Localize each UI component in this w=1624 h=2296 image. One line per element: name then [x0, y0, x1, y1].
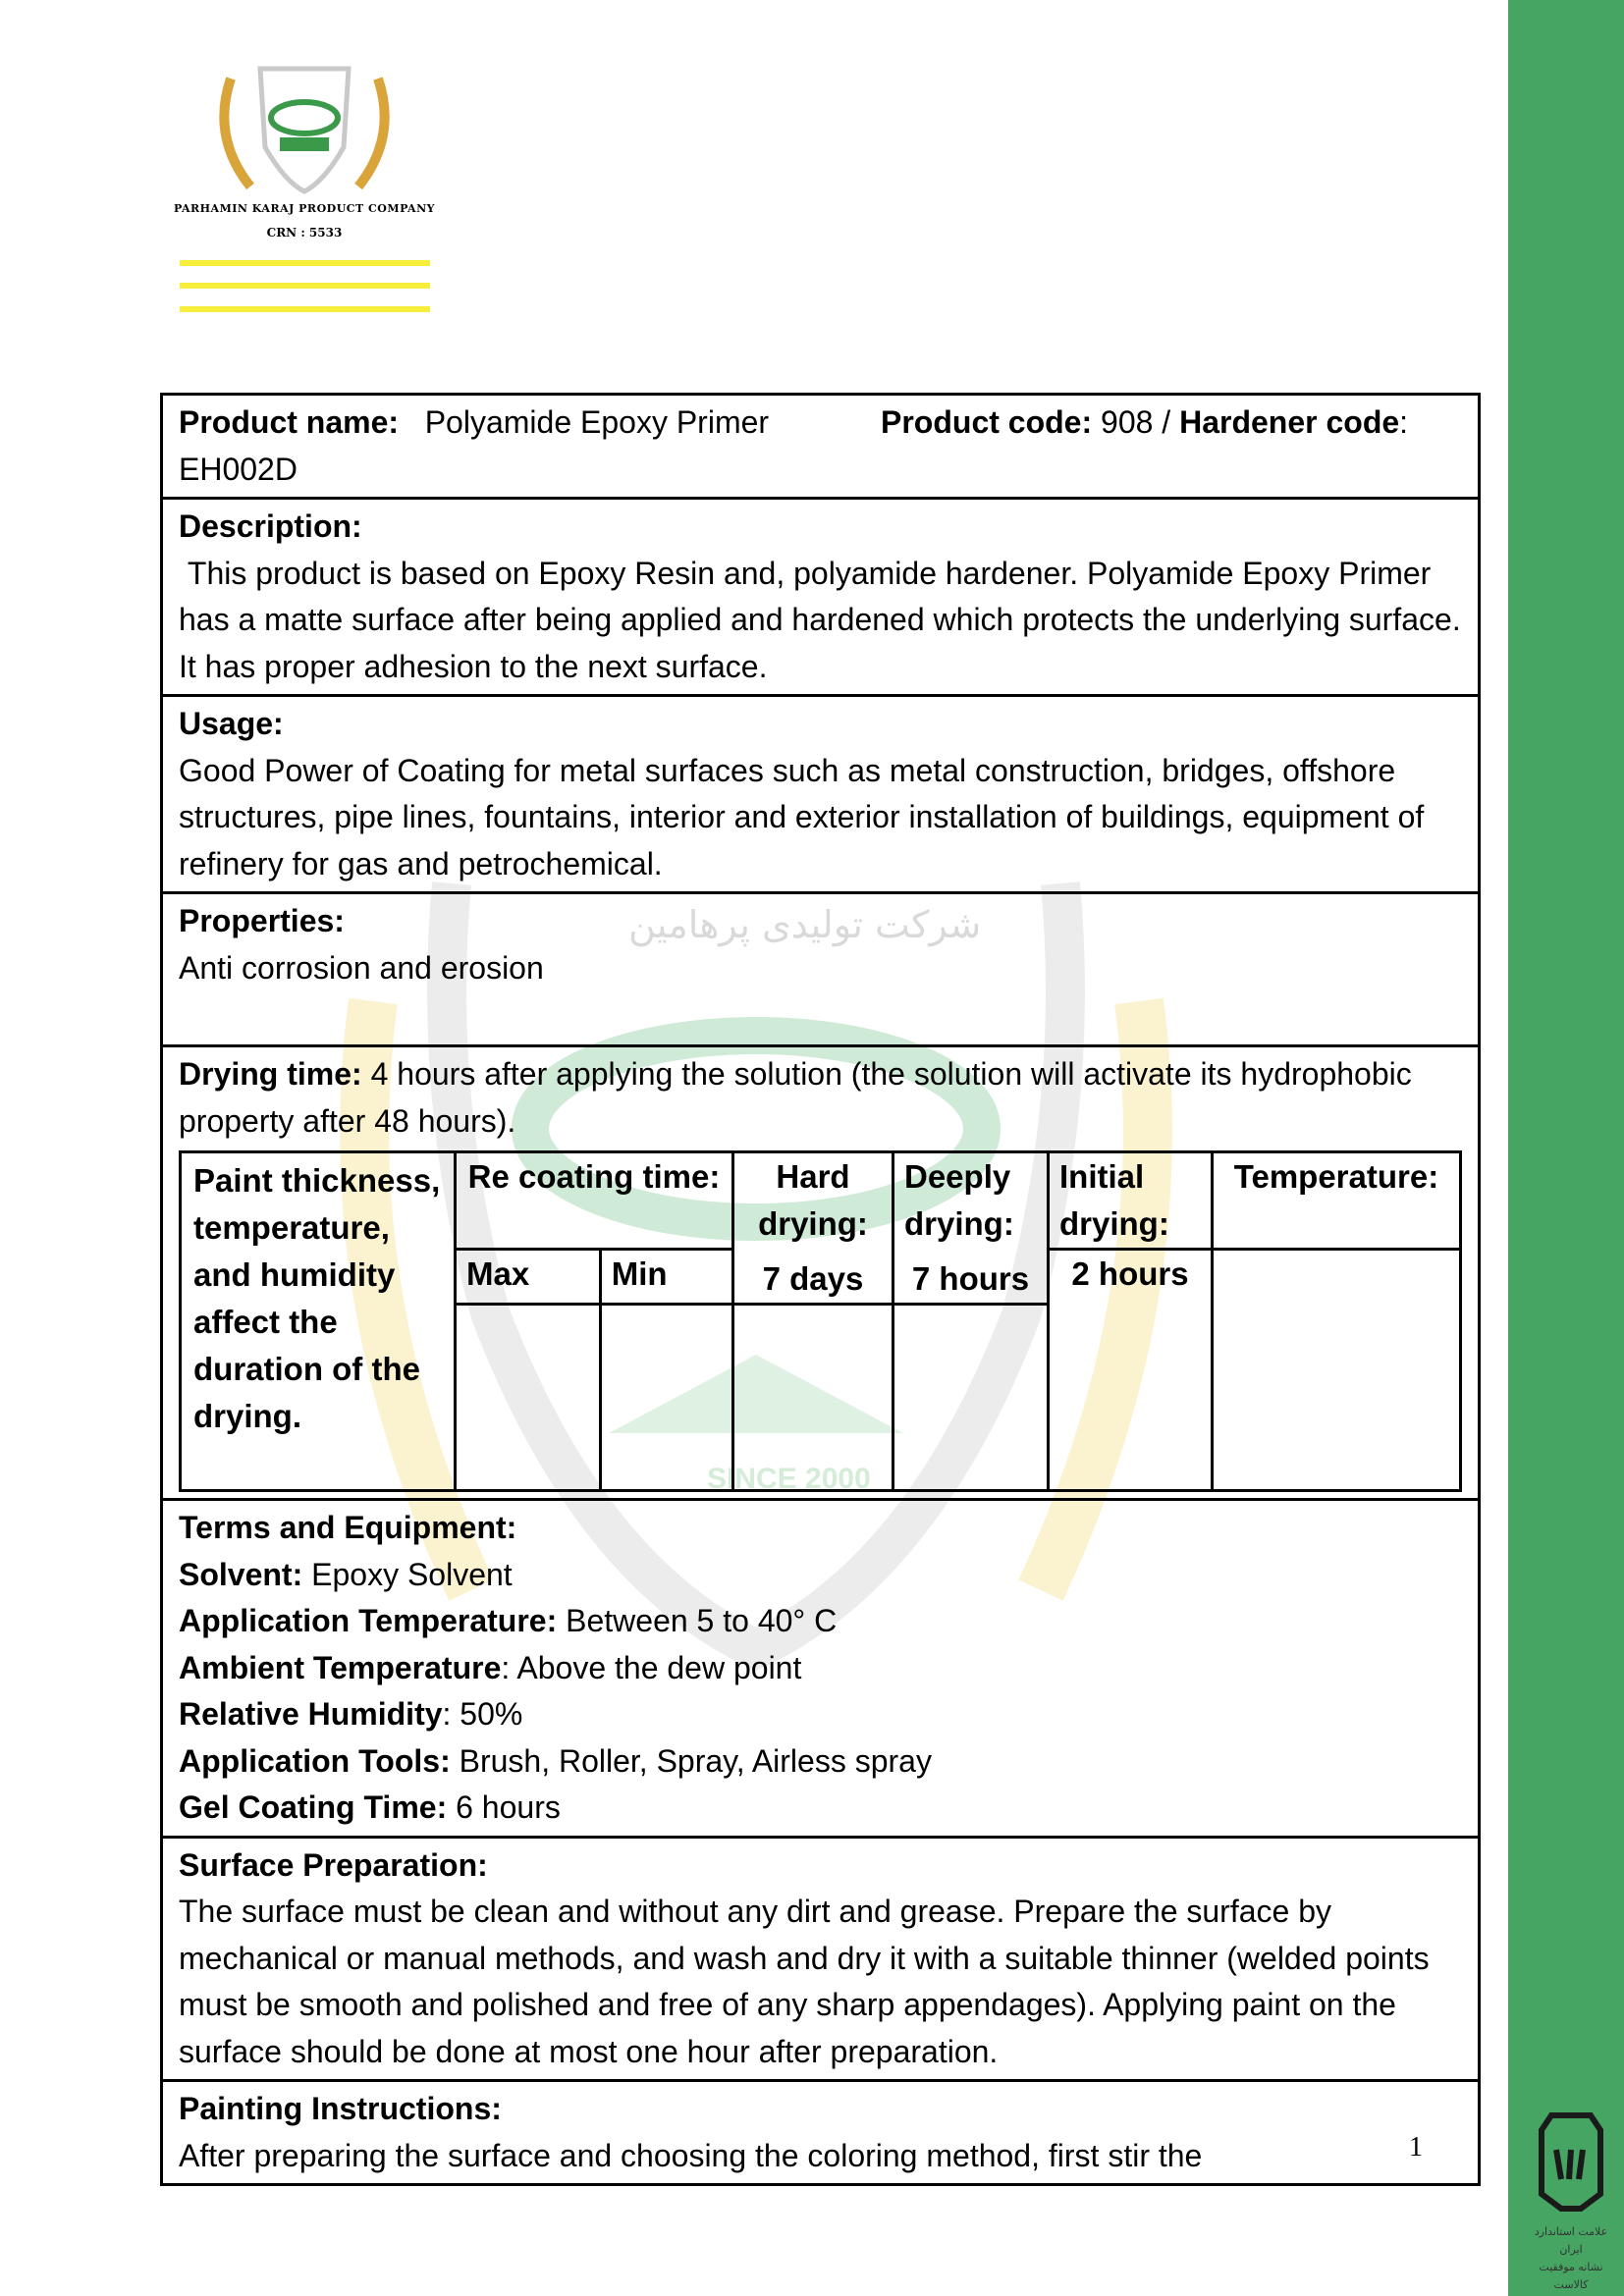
side-color-bar [1508, 0, 1624, 2296]
application-temperature-value: Between 5 to 40° C [557, 1603, 838, 1638]
watermark-persian-text: شرکت تولیدی پرهامین [628, 903, 982, 946]
hard-drying-label: Hard drying: [758, 1158, 868, 1242]
gel-coating-time-label: Gel Coating Time: [179, 1789, 448, 1825]
application-tools-value: Brush, Roller, Spray, Airless spray [450, 1742, 932, 1779]
initial-drying-value: 2 hours [1049, 1250, 1213, 1491]
usage-text: Good Power of Coating for metal surfaces such as metal construction, bridges, offshore structures, pipe lines, fountains, interior and exterior installation of buildings, equipment of refinery for gas and petrochemical. [179, 752, 1425, 881]
surface-preparation-section [163, 1836, 1478, 2080]
application-temperature-label: Application Temperature: [179, 1603, 558, 1638]
hard-drying-empty-cell [733, 1305, 893, 1491]
product-code-value: 908 / [1101, 404, 1171, 440]
ambient-temperature-value: : Above the dew point [501, 1649, 802, 1685]
recoating-max-value-cell [456, 1305, 601, 1491]
product-name-value: Polyamide Epoxy Primer [424, 404, 770, 440]
company-logo [172, 59, 437, 344]
surface-preparation-label: Surface Preparation: [179, 1846, 488, 1883]
terms-equipment-section [163, 1498, 1478, 1836]
description-text: This product is based on Epoxy Resin and, polyamide hardener. Polyamide Epoxy Primer has a matte surface after being applied and hardened which protects the underlying surface. It has proper adhesion to the next surface. [179, 555, 1470, 684]
standard-mark-line2: نشانه موفقیت کالاست [1539, 2261, 1603, 2291]
recoating-min-value-cell [600, 1305, 732, 1491]
drying-table [179, 1150, 1462, 1492]
usage-section [163, 694, 1478, 891]
deeply-drying-header [893, 1152, 1049, 1305]
terms-label: Terms and Equipment: [179, 1510, 517, 1545]
gel-coating-time-value: 6 hours [447, 1789, 561, 1825]
hard-drying-header [733, 1152, 893, 1305]
hardener-code-label: Hardener code [1179, 404, 1400, 440]
temperature-header: Temperature: [1213, 1152, 1461, 1250]
logo-crn: CRN : 5533 [266, 226, 343, 240]
hardener-code-colon: : [1399, 404, 1409, 440]
drying-time-text: 4 hours after applying the solution (the solution will activate its hydrophobic property after 48 hours). [179, 1056, 1421, 1139]
surface-preparation-text: The surface must be clean and without any dirt and grease. Prepare the surface by mechanical or manual methods, and wash and dry it with a suitable thinner (welded points must be smooth and polished and free of any sharp appendages). Applying paint on the surface should be done at most one hour after preparation. [179, 1894, 1430, 2069]
recoating-time-header: Re coating time: [456, 1152, 733, 1250]
hard-drying-value: 7 days [762, 1260, 864, 1297]
logo-shield-icon [172, 59, 437, 206]
hardener-code-value: EH002D [179, 451, 298, 487]
properties-text: Anti corrosion and erosion [179, 949, 544, 986]
iran-standard-mark [1532, 2110, 1610, 2294]
drying-time-label: Drying time: [179, 1056, 362, 1092]
relative-humidity-value: : 50% [442, 1696, 523, 1732]
deeply-drying-label: Deeply drying: [904, 1158, 1014, 1242]
recoating-min-header: Min [600, 1250, 732, 1305]
painting-instructions-section [163, 2079, 1478, 2183]
temperature-value-cell [1213, 1250, 1461, 1491]
painting-instructions-text: After preparing the surface and choosing the coloring method, first stir the [179, 2137, 1203, 2173]
deeply-drying-value: 7 hours [911, 1260, 1030, 1297]
product-name-label: Product name: [179, 404, 400, 440]
initial-drying-header: Initial drying: [1049, 1152, 1213, 1250]
properties-label: Properties: [179, 903, 345, 938]
drying-factors-cell: Paint thickness, temperature, and humidity affect the duration of the drying. [181, 1152, 456, 1491]
watermark-since-text: SINCE 2000 [707, 1463, 871, 1495]
standard-mark-line1: علامت استاندارد ایران [1534, 2225, 1608, 2256]
usage-label: Usage: [179, 706, 284, 741]
product-code-label: Product code: [881, 404, 1093, 440]
painting-instructions-label: Painting Instructions: [179, 2091, 502, 2126]
deeply-drying-empty-cell [893, 1305, 1049, 1491]
solvent-label: Solvent: [179, 1556, 303, 1592]
logo-yellow-line [180, 283, 430, 289]
logo-company-name: PARHAMIN KARAJ PRODUCT COMPANY [174, 202, 435, 215]
relative-humidity-label: Relative Humidity [179, 1696, 443, 1732]
solvent-value: Epoxy Solvent [302, 1556, 513, 1592]
description-section [163, 497, 1478, 694]
description-label: Description: [179, 508, 362, 544]
logo-yellow-line [180, 306, 430, 312]
application-tools-label: Application Tools: [179, 1742, 451, 1779]
properties-section [163, 891, 1478, 1044]
logo-yellow-line [180, 260, 430, 266]
drying-time-section [163, 1044, 1478, 1498]
product-datasheet-table [160, 393, 1481, 2186]
standard-mark-icon [1532, 2110, 1610, 2218]
recoating-max-header: Max [456, 1250, 601, 1305]
ambient-temperature-label: Ambient Temperature [179, 1649, 502, 1685]
page-number: 1 [1409, 2132, 1423, 2163]
product-name-section [163, 396, 1478, 497]
